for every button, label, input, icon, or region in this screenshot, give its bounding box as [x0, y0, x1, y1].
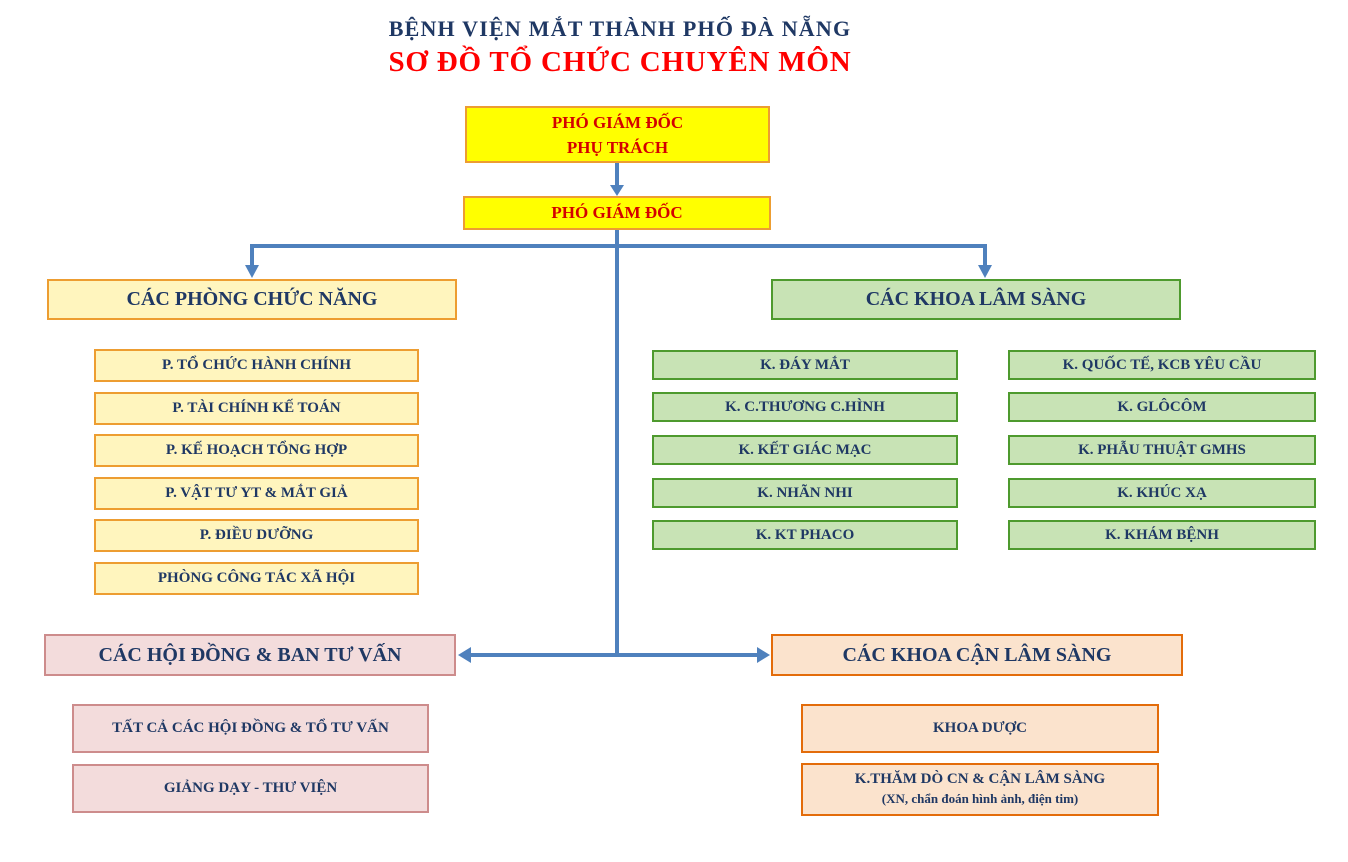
councils-header: CÁC HỘI ĐỒNG & BAN TƯ VẤN: [44, 634, 456, 676]
clinical-item-box: K. C.THƯƠNG C.HÌNH: [652, 392, 958, 422]
arrowhead-down-icon: [245, 265, 259, 278]
council-item-box: TẤT CẢ CÁC HỘI ĐỒNG & TỔ TƯ VẤN: [72, 704, 429, 753]
clinical-item-box: K. ĐÁY MẮT: [652, 350, 958, 380]
deputy-director-box: PHÓ GIÁM ĐỐC: [463, 196, 771, 230]
functional-item-box: P. TỔ CHỨC HÀNH CHÍNH: [94, 349, 419, 382]
functional-item-box: P. ĐIỀU DƯỠNG: [94, 519, 419, 552]
arrowhead-left-icon: [458, 647, 471, 663]
functional-item-box: P. KẾ HOẠCH TỔNG HỢP: [94, 434, 419, 467]
deputy-director-in-charge-box: [465, 106, 770, 163]
clinical-departments-header: CÁC KHOA LÂM SÀNG: [771, 279, 1181, 320]
council-item-box: GIẢNG DẠY - THƯ VIỆN: [72, 764, 429, 813]
arrowhead-down-icon: [978, 265, 992, 278]
functional-item-box: P. TÀI CHÍNH KẾ TOÁN: [94, 392, 419, 425]
paraclinical-item-box: KHOA DƯỢC: [801, 704, 1159, 753]
arrowhead-down-icon: [610, 185, 624, 196]
paraclinical-item-box: [801, 763, 1159, 816]
clinical-item-box: K. QUỐC TẾ, KCB YÊU CẦU: [1008, 350, 1316, 380]
chart-title: SƠ ĐỒ TỔ CHỨC CHUYÊN MÔN: [388, 46, 852, 78]
deputy-director-in-charge-line2: PHỤ TRÁCH: [566, 138, 669, 157]
clinical-item-box: K. KẾT GIÁC MẠC: [652, 435, 958, 465]
arrowhead-right-icon: [757, 647, 770, 663]
functional-item-box: PHÒNG CÔNG TÁC XÃ HỘI: [94, 562, 419, 595]
functional-departments-header: CÁC PHÒNG CHỨC NĂNG: [47, 279, 457, 320]
paraclinical-header: CÁC KHOA CẬN LÂM SÀNG: [771, 634, 1183, 676]
deputy-director-in-charge-line1: PHÓ GIÁM ĐỐC: [551, 113, 684, 132]
clinical-item-box: K. PHẪU THUẬT GMHS: [1008, 435, 1316, 465]
clinical-item-box: K. KHÚC XẠ: [1008, 478, 1316, 508]
paraclinical-item-line1: K.THĂM DÒ CN & CẬN LÂM SÀNG: [854, 771, 1106, 787]
clinical-item-box: K. GLÔCÔM: [1008, 392, 1316, 422]
hospital-title: BỆNH VIỆN MẮT THÀNH PHỐ ĐÀ NẴNG: [388, 16, 852, 41]
clinical-item-box: K. KHÁM BỆNH: [1008, 520, 1316, 550]
functional-item-box: P. VẬT TƯ YT & MẮT GIẢ: [94, 477, 419, 510]
paraclinical-item-line2: (XN, chẩn đoán hình ảnh, điện tim): [881, 791, 1079, 806]
clinical-item-box: K. KT PHACO: [652, 520, 958, 550]
clinical-item-box: K. NHÃN NHI: [652, 478, 958, 508]
